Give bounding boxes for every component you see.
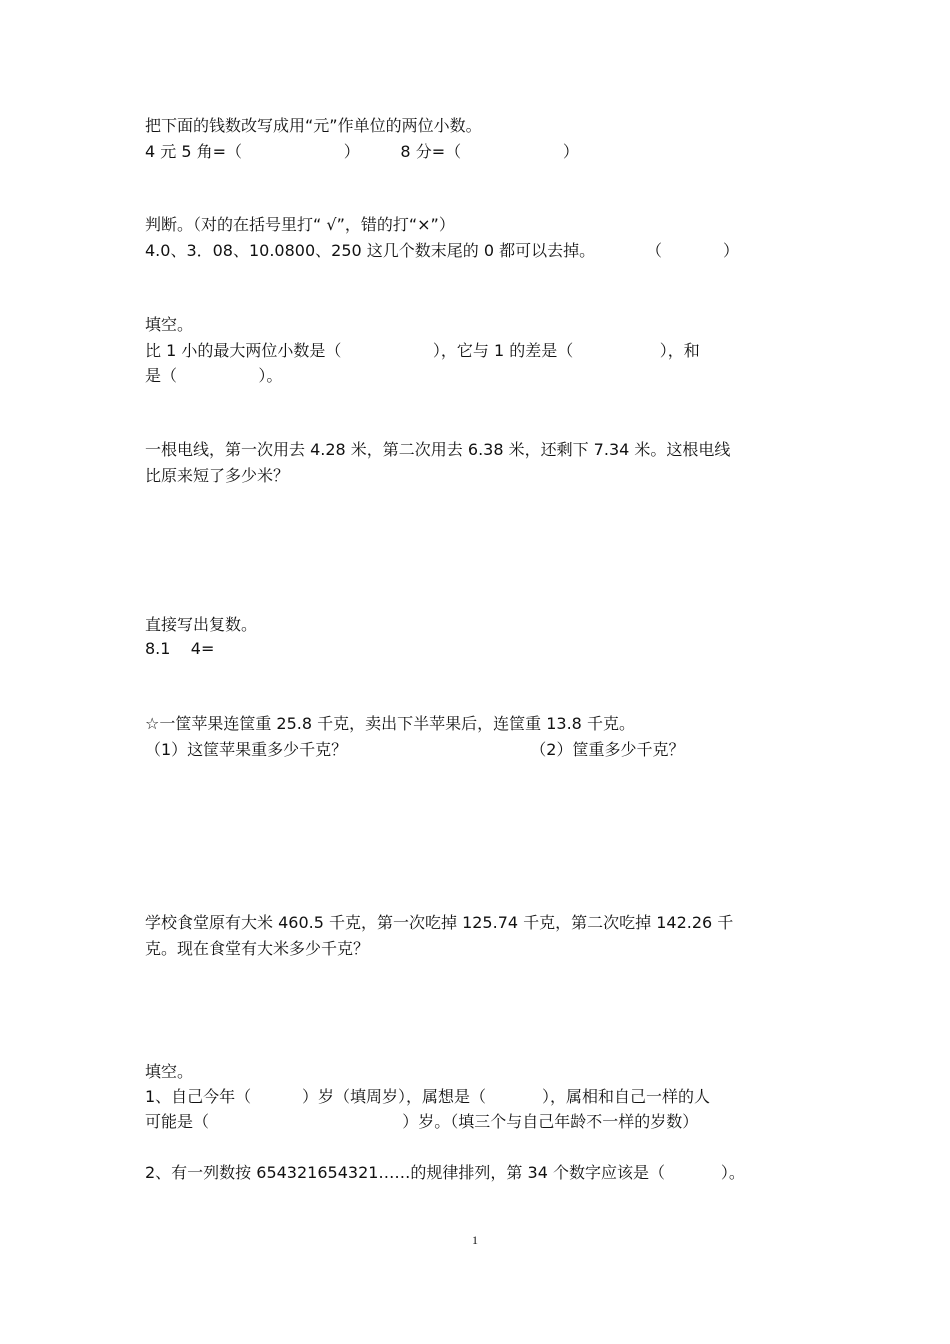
direct-answer-expression: 8.1 4= <box>145 639 215 658</box>
instruction-fill-blank-2: 填空。 <box>145 1062 194 1081</box>
sequence-question: 2、有一列数按 654321654321……的规律排列，第 34 个数字应该是（ ）。 <box>145 1163 745 1182</box>
instruction-true-false: 判断。（对的在括号里打“ √”，错的打“×”） <box>145 215 455 234</box>
fill-blank-line-1: 比 1 小的最大两位小数是（ ），它与 1 的差是（ ），和 <box>145 341 700 360</box>
instruction-direct-answer: 直接写出复数。 <box>145 615 258 634</box>
age-question-line-1: 1、自己今年（ ）岁（填周岁），属想是（ ），属相和自己一样的人 <box>145 1087 710 1106</box>
money-conversion-blanks: 4 元 5 角=（ ） 8 分=（ ） <box>145 142 579 161</box>
fill-blank-line-2: 是（ ）。 <box>145 366 283 385</box>
rice-problem-line-1: 学校食堂原有大米 460.5 千克，第一次吃掉 125.74 千克，第二次吃掉 142.26 千 <box>145 913 734 932</box>
rice-problem-line-2: 克。现在食堂有大米多少千克？ <box>145 939 370 958</box>
instruction-fill-blank: 填空。 <box>145 315 194 334</box>
instruction-money-conversion: 把下面的钱数改写成用“元”作单位的两位小数。 <box>145 116 482 135</box>
age-question-line-2: 可能是（ ）岁。（填三个与自己年龄不一样的岁数） <box>145 1112 699 1131</box>
page-number: 1 <box>472 1233 478 1247</box>
true-false-statement: 4.0、3．08、10.0800、250 这几个数末尾的 0 都可以去掉。 （ ） <box>145 241 740 260</box>
wire-problem-line-2: 比原来短了多少米？ <box>145 466 290 485</box>
apple-basket-questions: （1）这筐苹果重多少千克？ （2）筐重多少千克？ <box>145 740 685 759</box>
wire-problem-line-1: 一根电线，第一次用去 4.28 米，第二次用去 6.38 米，还剩下 7.34 米。这根电线 <box>145 440 731 459</box>
apple-basket-problem: ☆一筐苹果连筐重 25.8 千克，卖出下半苹果后，连筐重 13.8 千克。 <box>145 714 635 733</box>
